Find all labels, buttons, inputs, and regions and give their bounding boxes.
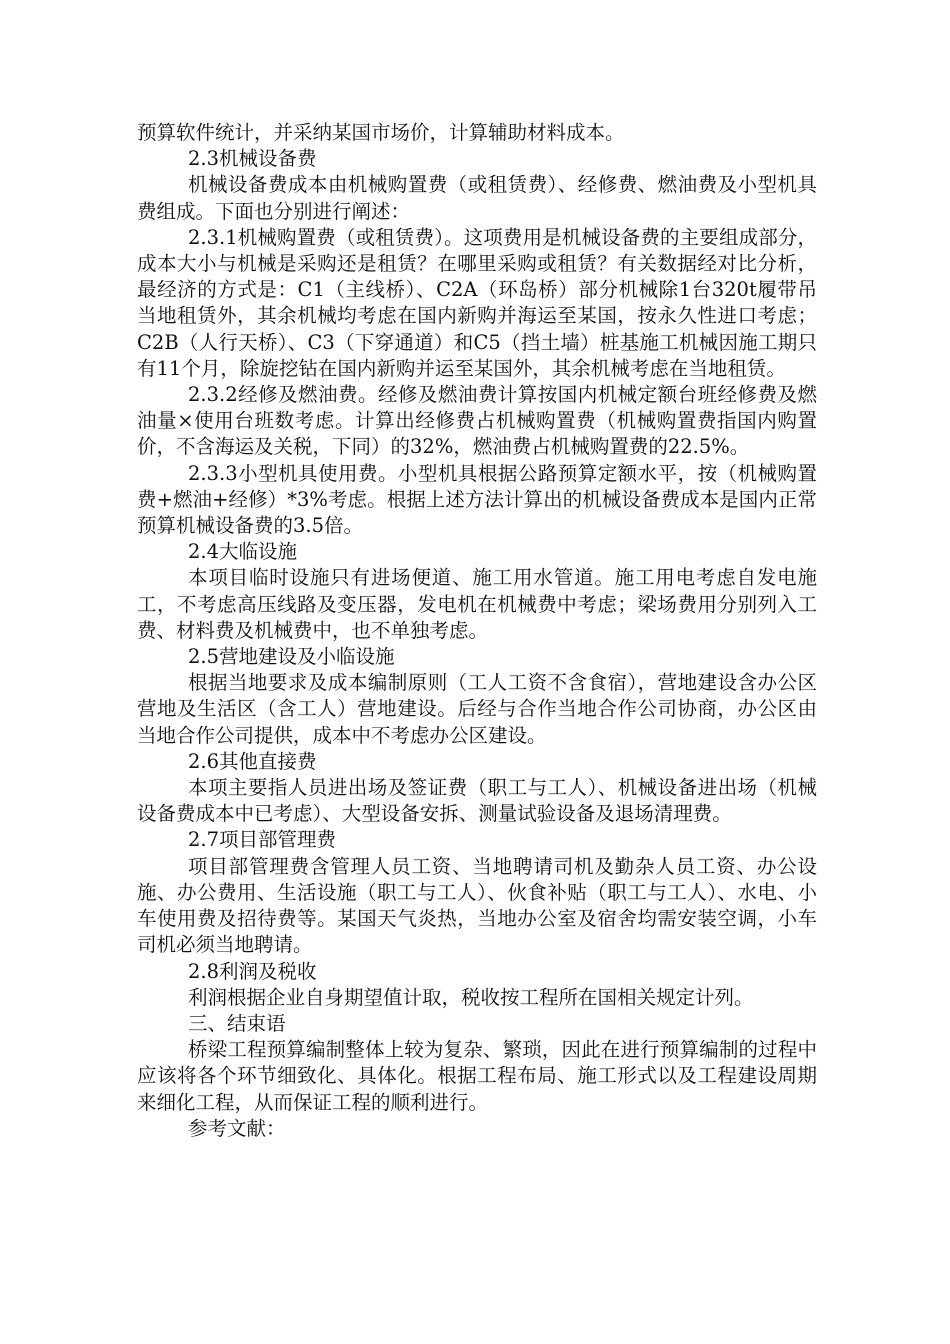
heading-2-4: 2.4大临设施 [188, 540, 298, 564]
paragraph: 桥梁工程预算编制整体上较为复杂、繁琐，因此在进行预算编制的过程中应该将各个环节细致化、具体化。根据工程布局、施工形式以及工程建设周期来细化工程，从而保证工程的顺利进行。 [137, 1038, 817, 1114]
paragraph: 2.3.2经修及燃油费。经修及燃油费计算按国内机械定额台班经修费及燃油量×使用台班数考虑。计算出经修费占机械购置费（机械购置费指国内购置价，不含海运及关税，下同）的32%，燃油费占机械购置费的22.5%。 [137, 383, 817, 459]
heading-conclusion: 三、结束语 [188, 1011, 286, 1035]
paragraph: 2.3.3小型机具使用费。小型机具根据公路预算定额水平，按（机械购置费+燃油+经修）*3%考虑。根据上述方法计算出的机械设备费成本是国内正常预算机械设备费的3.5倍。 [137, 461, 817, 538]
paragraph: 机械设备费成本由机械购置费（或租赁费）、经修费、燃油费及小型机具费组成。下面也分别进行阐述： [137, 173, 817, 223]
heading-references: 参考文献： [188, 1116, 286, 1140]
heading-2-8: 2.8利润及税收 [188, 959, 317, 983]
heading-2-7: 2.7项目部管理费 [188, 828, 337, 852]
paragraph: 项目部管理费含管理人员工资、当地聘请司机及勤杂人员工资、办公设施、办公费用、生活设施（职工与工人）、伙食补贴（职工与工人）、水电、小车使用费及招待费等。某国天气炎热，当地办公室及宿舍均需安装空调，小车司机必须当地聘请。 [137, 854, 817, 957]
paragraph: 利润根据企业自身期望值计取，税收按工程所在国相关规定计列。 [188, 985, 754, 1009]
paragraph: 本项目临时设施只有进场便道、施工用水管道。施工用电考虑自发电施工，不考虑高压线路及变压器，发电机在机械费中考虑；梁场费用分别列入工费、材料费及机械费中，也不单独考虑。 [137, 566, 817, 642]
heading-2-3: 2.3机械设备费 [188, 147, 317, 171]
paragraph: 根据当地要求及成本编制原则（工人工资不含食宿），营地建设含办公区营地及生活区（含工人）营地建设。后经与合作当地合作公司协商，办公区由当地合作公司提供，成本中不考虑办公区建设。 [137, 671, 817, 747]
paragraph-continued: 预算软件统计，并采纳某国市场价，计算辅助材料成本。 [137, 121, 625, 144]
heading-2-6: 2.6其他直接费 [188, 749, 317, 773]
paragraph: 本项主要指人员进出场及签证费（职工与工人）、机械设备进出场（机械设备费成本中已考虑）、大型设备安拆、测量试验设备及退场清理费。 [137, 776, 817, 826]
document-page [137, 120, 817, 1142]
heading-2-5: 2.5营地建设及小临设施 [188, 645, 395, 669]
paragraph: 2.3.1机械购置费（或租赁费）。这项费用是机械设备费的主要组成部分，成本大小与机械是采购还是租赁？在哪里采购或租赁？有关数据经对比分析，最经济的方式是：C1（主线桥）、C2A（环岛桥）部分机械除1台320t履带吊当地租赁外，其余机械均考虑在国内新购并海运至某国，按永久性进口考虑；C2B（人行天桥）、C3（下穿通道）和C5（挡土墙）桩基施工机械因施工期只有11个月，除旋挖钻在国内新购并运至某国外，其余机械考虑在当地租赁。 [137, 225, 817, 380]
